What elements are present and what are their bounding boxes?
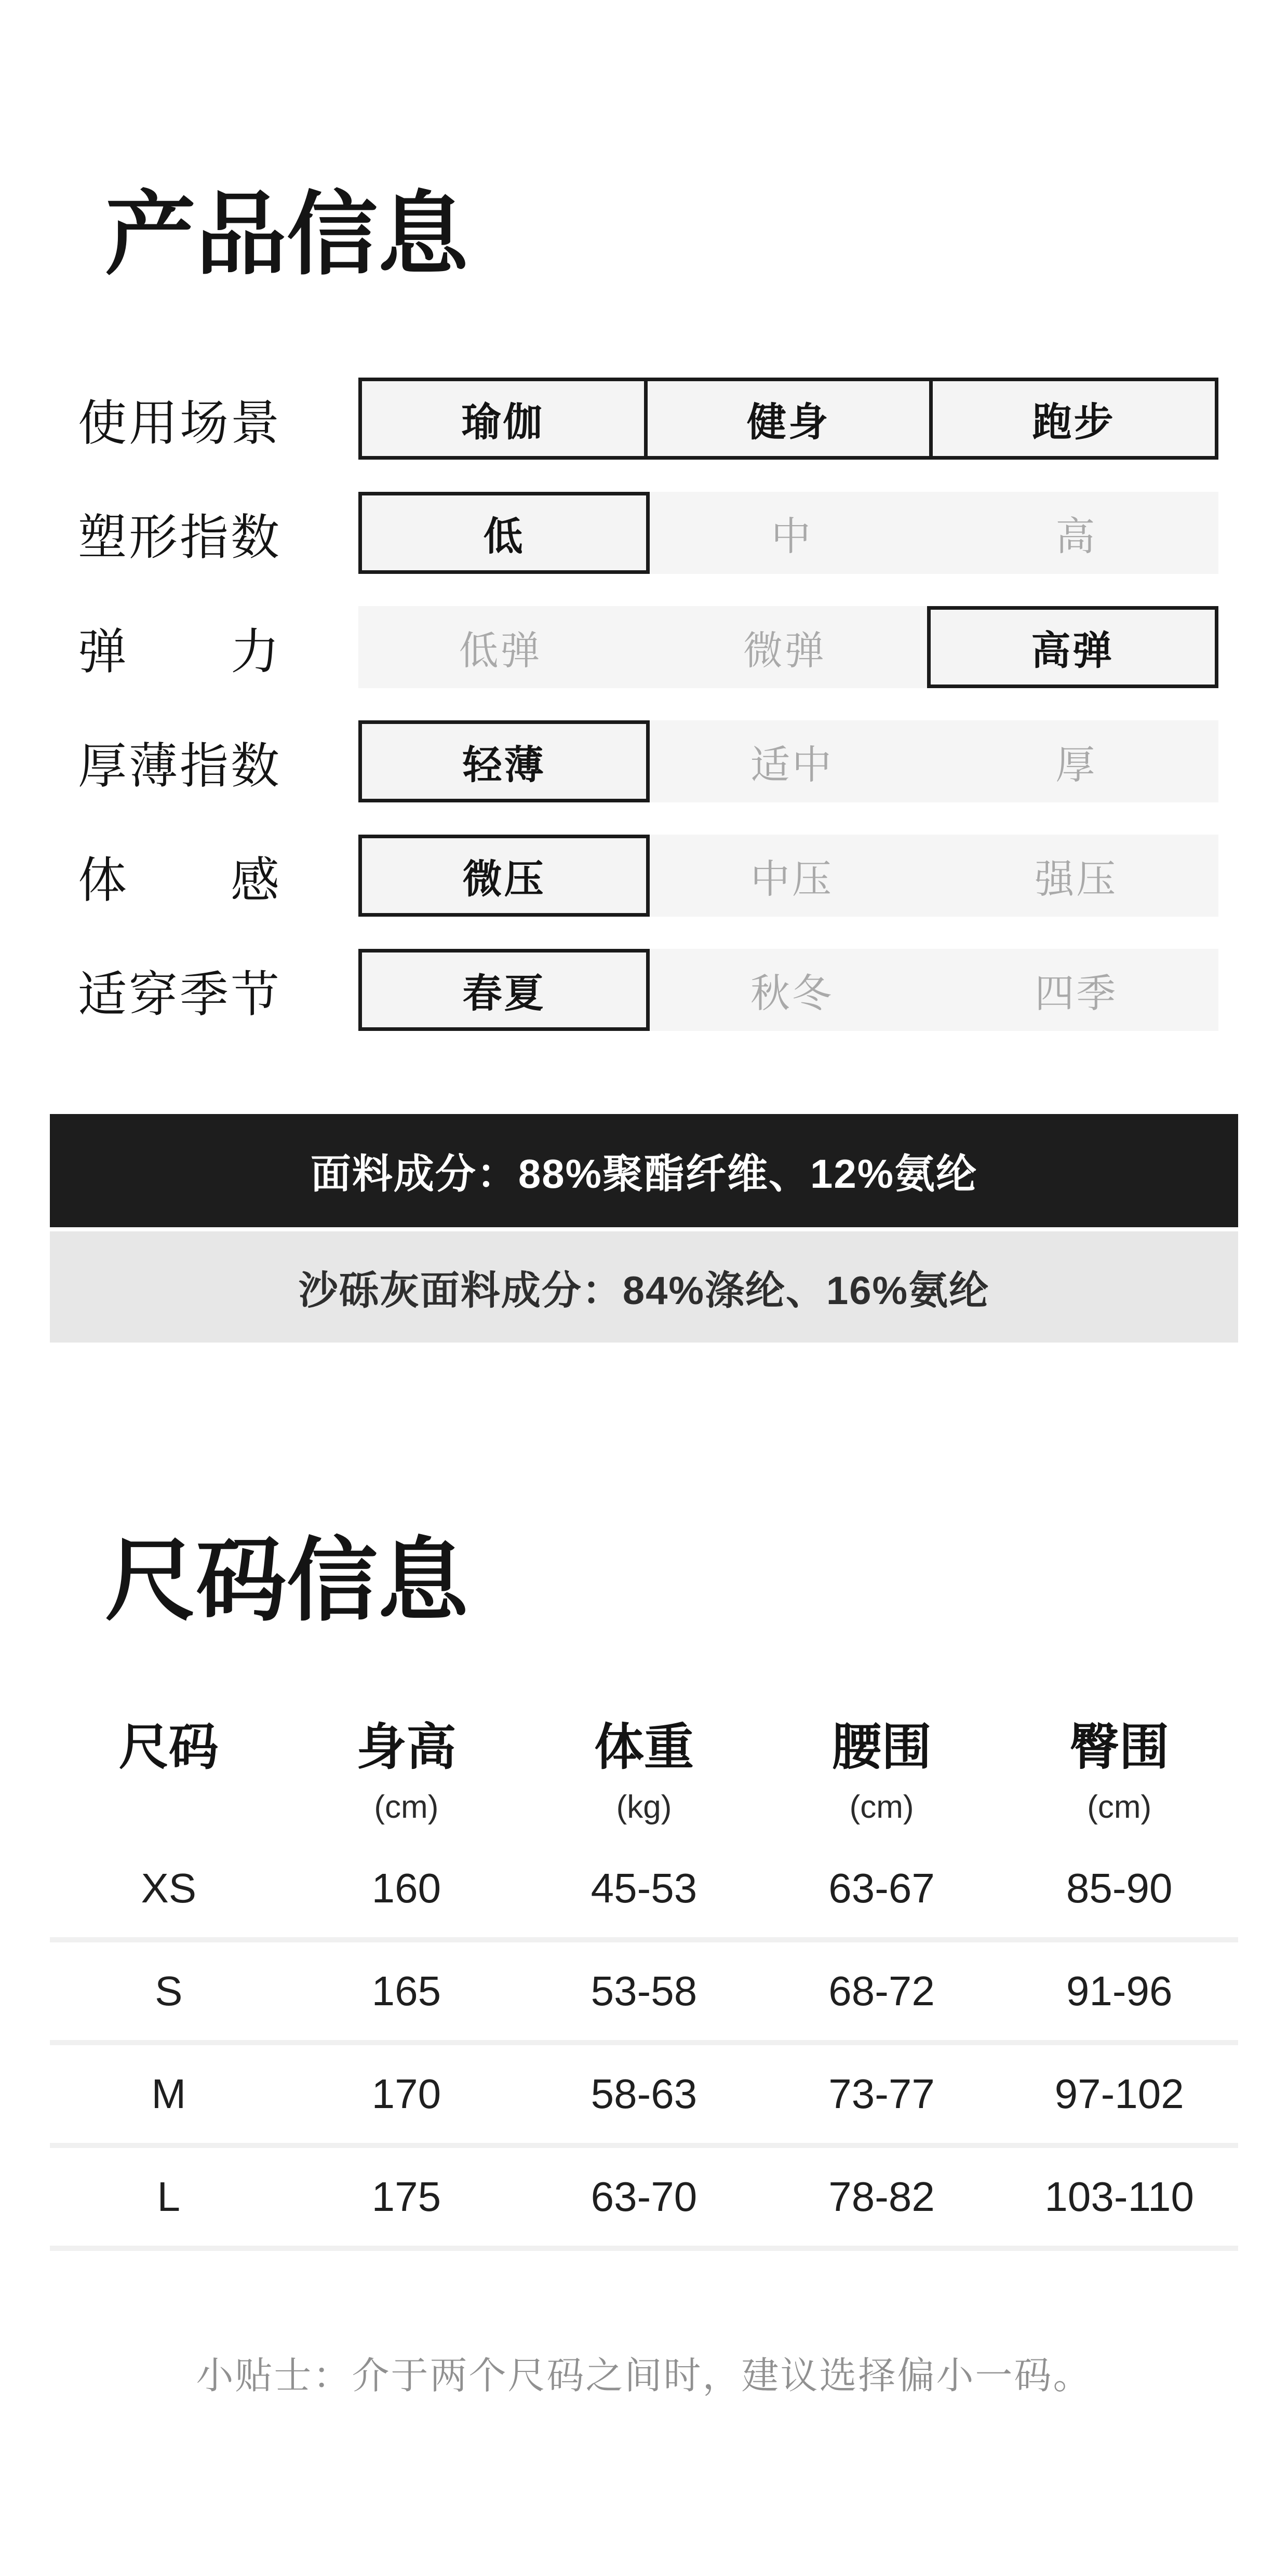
table-row-m (50, 2045, 1238, 2148)
attr-row-body-feel (0, 835, 1288, 917)
attr-options (358, 835, 1218, 917)
table-cell: 63-67 (828, 1865, 935, 1912)
attr-label: 厚薄指数 (78, 738, 279, 793)
option-cell: 春夏 (358, 949, 650, 1031)
table-cell: M (151, 2071, 186, 2117)
table-cell: 160 (371, 1865, 441, 1912)
option-cell: 中 (771, 514, 813, 559)
header-cell-waist: 腰围 (cm) (763, 1719, 1001, 1827)
table-cell: S (155, 1968, 183, 2015)
table-cell: 53-58 (591, 1968, 697, 2015)
table-cell: L (157, 2174, 181, 2220)
header-unit: (cm) (374, 1789, 439, 1826)
size-table-header (50, 1719, 1238, 1827)
option-cell: 瑜伽 (358, 378, 648, 460)
fabric-note-light-bar: 沙砾灰面料成分：84%涤纶、16%氨纶 (50, 1231, 1238, 1343)
table-cell: 103-110 (1044, 2174, 1194, 2220)
size-info-title: 尺码信息 (105, 1531, 468, 1632)
option-cell: 秋冬 (750, 971, 834, 1016)
header-cell-weight: 体重 (kg) (525, 1719, 763, 1827)
table-cell: 175 (371, 2174, 441, 2220)
table-cell: 97-102 (1054, 2071, 1184, 2117)
option-cell: 跑步 (929, 378, 1218, 460)
header-cell-size: 尺码 (50, 1719, 288, 1827)
table-row-l (50, 2148, 1238, 2251)
option-cell: 健身 (644, 378, 933, 460)
size-table (50, 1719, 1238, 2251)
option-cell: 轻薄 (358, 720, 650, 802)
header-cell-hip: 臀围 (cm) (1000, 1719, 1238, 1827)
attr-label: 塑形指数 (78, 509, 279, 565)
attr-options (358, 492, 1218, 574)
header-unit (50, 1789, 288, 1827)
option-cell: 高 (1055, 514, 1097, 559)
attr-label: 弹力 (78, 624, 279, 679)
attr-options (358, 720, 1218, 802)
fabric-note-dark-bar: 面料成分：88%聚酯纤维、12%氨纶 (50, 1114, 1238, 1227)
size-tip: 小贴士：介于两个尺码之间时，建议选择偏小一码。 (196, 2355, 1092, 2397)
table-cell: 45-53 (591, 1865, 697, 1912)
header-unit: (cm) (1087, 1789, 1152, 1826)
option-cell: 高弹 (927, 606, 1218, 688)
attr-row-usage-scene (0, 378, 1288, 460)
product-info-title: 产品信息 (105, 184, 468, 286)
table-cell: XS (141, 1865, 197, 1912)
attr-options (358, 949, 1218, 1031)
table-row-s (50, 1942, 1238, 2045)
table-cell: 165 (371, 1968, 441, 2015)
table-cell: 63-70 (591, 2174, 697, 2220)
attr-row-shaping-index (0, 492, 1288, 574)
attr-label: 适穿季节 (78, 967, 279, 1022)
attr-label: 使用场景 (78, 395, 279, 450)
table-cell: 170 (371, 2071, 441, 2117)
header-cell-height: 身高 (cm) (288, 1719, 526, 1827)
header-unit: (cm) (849, 1789, 914, 1826)
size-table-body (50, 1840, 1238, 2251)
option-cell: 低弹 (459, 628, 542, 673)
attr-row-season (0, 949, 1288, 1031)
option-cell: 强压 (1035, 857, 1118, 902)
option-cell: 四季 (1035, 971, 1118, 1016)
table-cell: 78-82 (828, 2174, 935, 2220)
option-cell: 适中 (750, 743, 834, 787)
table-row-xs (50, 1840, 1238, 1942)
option-cell: 微弹 (743, 628, 826, 673)
attr-options (358, 378, 1218, 460)
table-cell: 85-90 (1066, 1865, 1173, 1912)
attr-row-elasticity (0, 606, 1288, 688)
option-cell: 低 (358, 492, 650, 574)
table-cell: 58-63 (591, 2071, 697, 2117)
option-cell: 中压 (750, 857, 834, 902)
table-cell: 91-96 (1066, 1968, 1173, 2015)
attr-label: 体感 (78, 852, 279, 907)
attr-row-thickness-index (0, 720, 1288, 802)
header-unit: (kg) (616, 1789, 672, 1826)
table-cell: 68-72 (828, 1968, 935, 2015)
option-cell: 厚 (1055, 743, 1097, 787)
attr-options (358, 606, 1218, 688)
option-cell: 微压 (358, 835, 650, 917)
table-cell: 73-77 (828, 2071, 935, 2117)
